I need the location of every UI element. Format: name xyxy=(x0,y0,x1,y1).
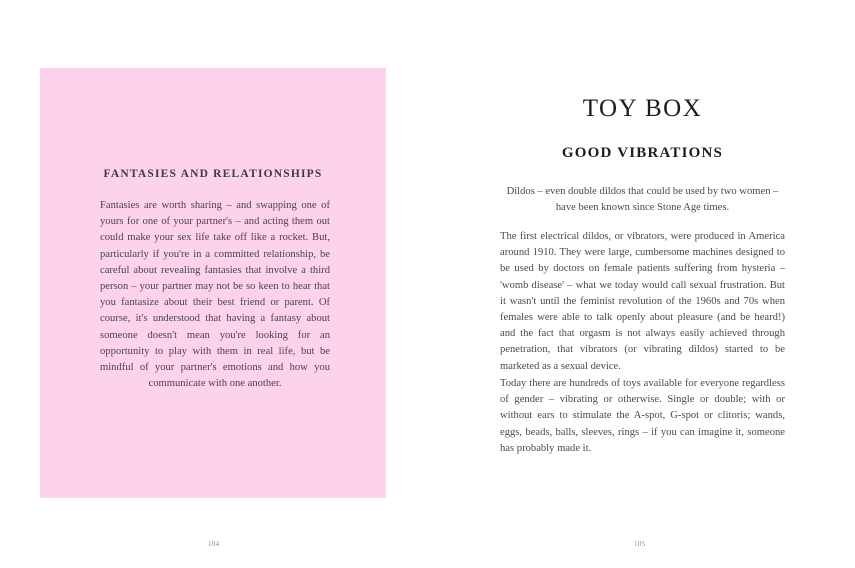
page-number-right: 105 xyxy=(634,540,646,548)
intro-text: Dildos – even double dildos that could be used by two women – have been known since Stone Age times. xyxy=(506,186,779,214)
body-paragraph: The first electrical dildos, or vibrators, were produced in America around 1910. They were large, cumbersome machines designed to be used by doctors on female patients suffering from hysteria – 'womb disease' – what we today would call sexual frustration. But it wasn't until the feminist revolution of the 1960s and 70s when females were able to talk openly about pleasure (and be heard!) and the fact that orgasm is not always easily achieved through penetration, that vibrators (or vibrating dildos) started to be marketed as a sexual device. xyxy=(500,231,785,372)
body-paragraph: Today there are hundreds of toys available for everyone regardless of gender – vibrating or otherwise. Single or double; with or without ears to stimulate the A-spot, G-spot or clitoris; wands, eggs, beads, balls, sleeves, rings – if you can imagine it, someone has probably made it. xyxy=(500,378,785,454)
section-subtitle: GOOD VIBRATIONS xyxy=(561,145,724,161)
left-section-heading: FANTASIES AND RELATIONSHIPS xyxy=(103,168,323,180)
chapter-title: TOY BOX xyxy=(582,95,703,122)
page-number-left: 104 xyxy=(208,540,220,548)
left-body-text: Fantasies are worth sharing – and swapping one of yours for one of your partner's – and acting them out could make your sex life take off like a rocket. But, particularly if you're in a committed relationship, be careful about revealing fantasies that involve a third person – your partner may not be so keen to hear that you fantasize about their best friend or parent. Of course, it's understood that having a fantasy about someone doesn't mean you're looking for an opportunity to play with them in real life, but be mindful of your partner's emotions and how you communicate with one another. xyxy=(100,200,330,390)
